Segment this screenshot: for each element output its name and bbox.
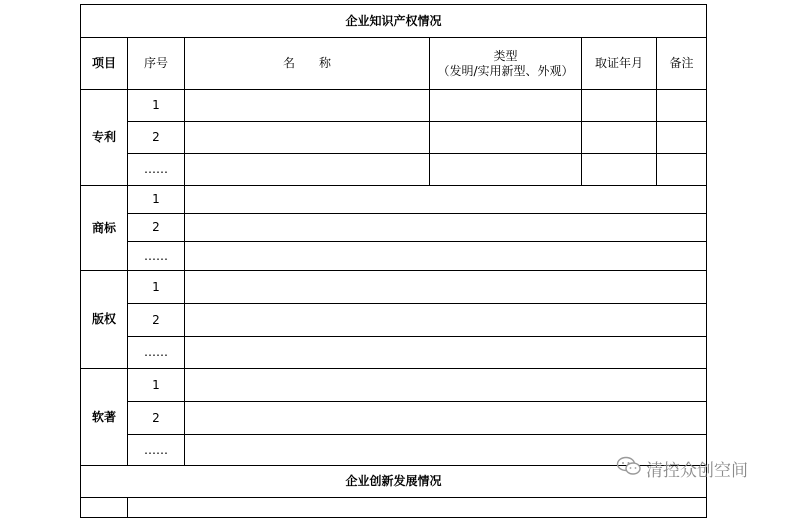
header-type (430, 38, 582, 90)
seq-cell: 1 (128, 90, 185, 122)
name-cell (185, 122, 430, 154)
date-cell (582, 122, 657, 154)
date-cell (582, 154, 657, 186)
seq-cell: 2 (128, 214, 185, 242)
header-name: 名 称 (185, 38, 430, 90)
watermark (616, 456, 748, 480)
seq-cell: 2 (128, 122, 185, 154)
seq-cell: 1 (128, 271, 185, 304)
header-seq: 序号 (128, 38, 185, 90)
partial-cell (128, 498, 707, 518)
seq-cell: …… (128, 337, 185, 369)
content-cell (185, 369, 707, 402)
ip-table (80, 4, 707, 518)
wechat-icon (616, 456, 646, 481)
name-cell (185, 90, 430, 122)
watermark-text: 清控众创空间 (646, 460, 748, 481)
header-type-note: （发明/实用新型、外观） (437, 63, 574, 78)
seq-cell: 2 (128, 402, 185, 435)
header-item: 项目 (81, 38, 128, 90)
remark-cell (657, 122, 707, 154)
content-cell (185, 402, 707, 435)
content-cell (185, 214, 707, 242)
group-label-copyright: 版权 (81, 271, 128, 369)
remark-cell (657, 154, 707, 186)
group-label-software: 软著 (81, 369, 128, 466)
remark-cell (657, 90, 707, 122)
seq-cell: …… (128, 154, 185, 186)
name-cell (185, 154, 430, 186)
seq-cell: …… (128, 435, 185, 466)
type-cell (430, 154, 582, 186)
header-remark: 备注 (657, 38, 707, 90)
partial-cell (81, 498, 128, 518)
content-cell (185, 242, 707, 271)
type-cell (430, 90, 582, 122)
seq-cell: …… (128, 242, 185, 271)
content-cell (185, 186, 707, 214)
seq-cell: 2 (128, 304, 185, 337)
header-type-label: 类型 (493, 49, 518, 64)
content-cell (185, 271, 707, 304)
date-cell (582, 90, 657, 122)
section-title-innovation: 企业创新发展情况 (81, 466, 707, 498)
seq-cell: 1 (128, 369, 185, 402)
group-label-patent: 专利 (81, 90, 128, 186)
group-label-trademark: 商标 (81, 186, 128, 271)
header-date: 取证年月 (582, 38, 657, 90)
seq-cell: 1 (128, 186, 185, 214)
content-cell (185, 337, 707, 369)
content-cell (185, 304, 707, 337)
section-title: 企业知识产权情况 (81, 5, 707, 38)
type-cell (430, 122, 582, 154)
